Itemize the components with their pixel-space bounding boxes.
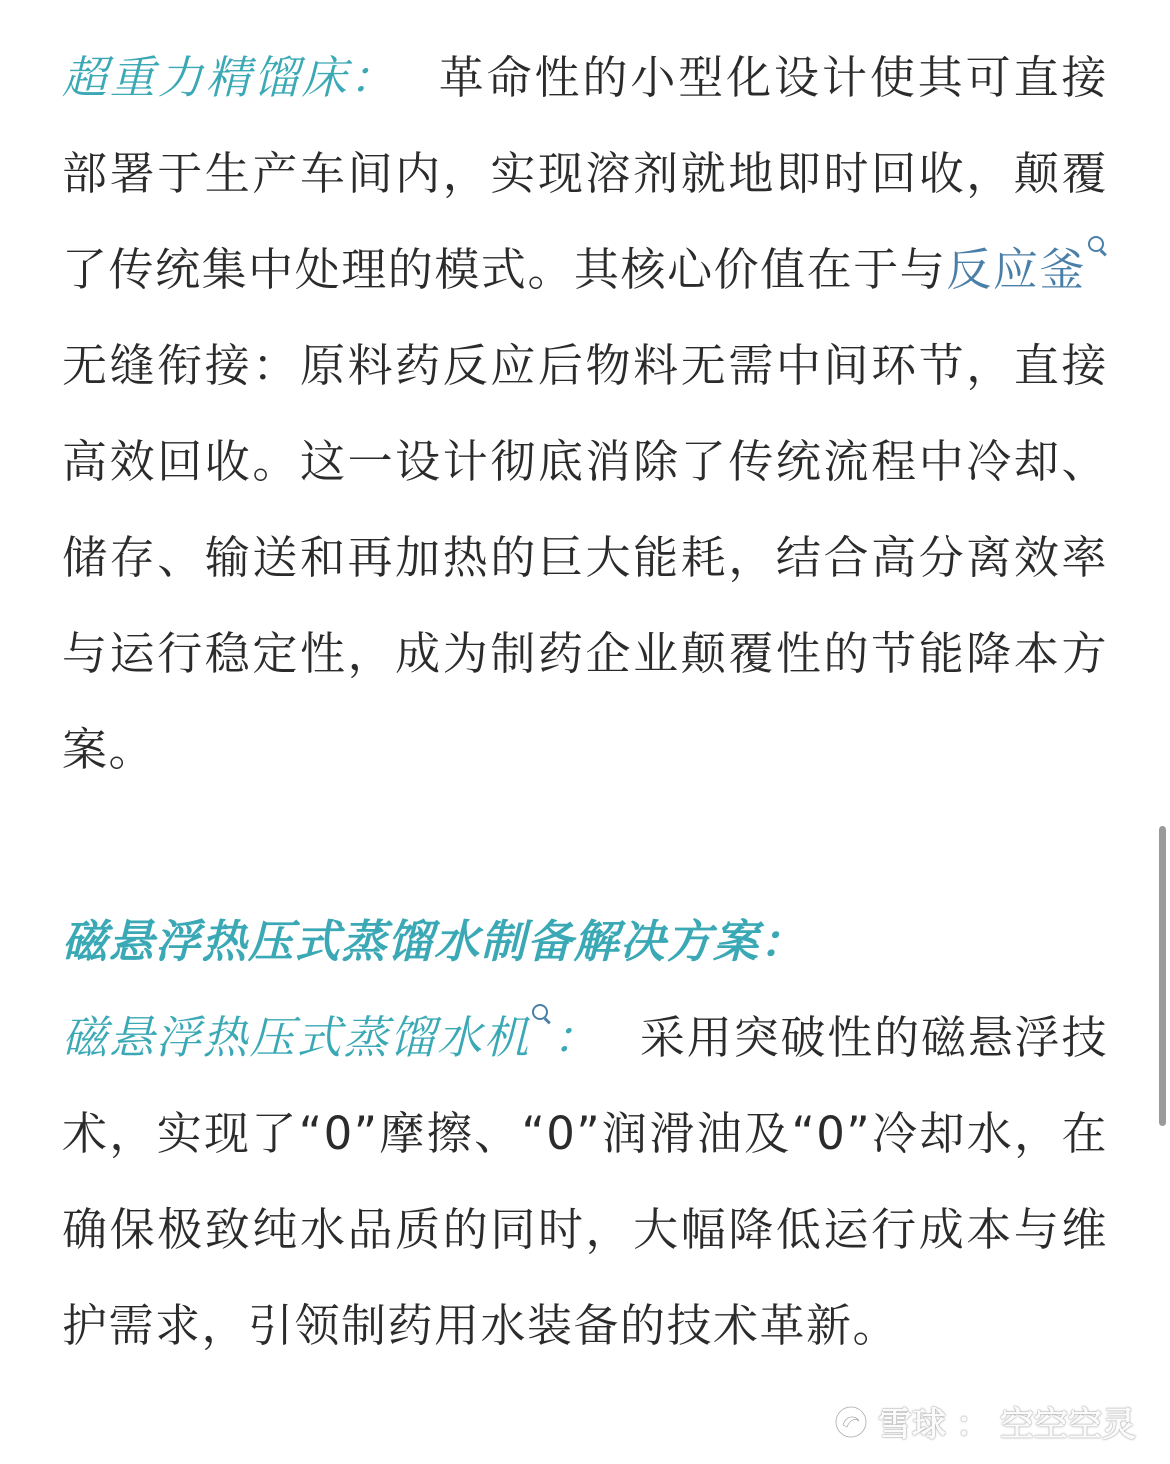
term-hypergravity-bed: 超重力精馏床： [62,51,398,104]
watermark [834,1397,1136,1446]
paragraph-text-part1: 革命性的小型化设计使其可直接部署于生产车间内，实现溶剂就地即时回收，颠覆了传统集中处理的模式。其核心价值在于与 [62,51,1108,296]
search-icon[interactable] [530,1004,552,1034]
paragraph-text-part2: 无缝衔接：原料药反应后物料无需中间环节，直接高效回收。这一设计彻底消除了传统流程中冷却、储存、输送和再加热的巨大能耗，结合高分离效率与运行稳定性，成为制药企业颠覆性的节能降本方案。 [62,339,1108,776]
search-icon[interactable] [1086,236,1108,266]
watermark-separator: ： [956,1405,990,1445]
section-heading-maglev-solution: 磁悬浮热压式蒸馏水制备解决方案： [62,915,807,968]
watermark-brand: 雪球 [878,1405,946,1445]
scrollbar[interactable] [1159,826,1166,1126]
link-reactor[interactable]: 反应釜 [946,243,1086,296]
term-suffix: ： [552,1011,600,1064]
paragraph-text: 采用突破性的磁悬浮技术，实现了“0”摩擦、“0”润滑油及“0”冷却水，在确保极致纯水品质的同时，大幅降低运行成本与维护需求，引领制药用水装备的技术革新。 [62,1011,1108,1352]
link-maglev-distiller[interactable]: 磁悬浮热压式蒸馏水机 [62,1011,531,1064]
paragraph-maglev-distiller [62,990,1108,1374]
snowball-logo-icon [834,1405,868,1439]
paragraph-hypergravity-bed [62,30,1108,798]
watermark-author: 空空空灵 [1000,1405,1136,1445]
article-body [62,30,1108,1374]
